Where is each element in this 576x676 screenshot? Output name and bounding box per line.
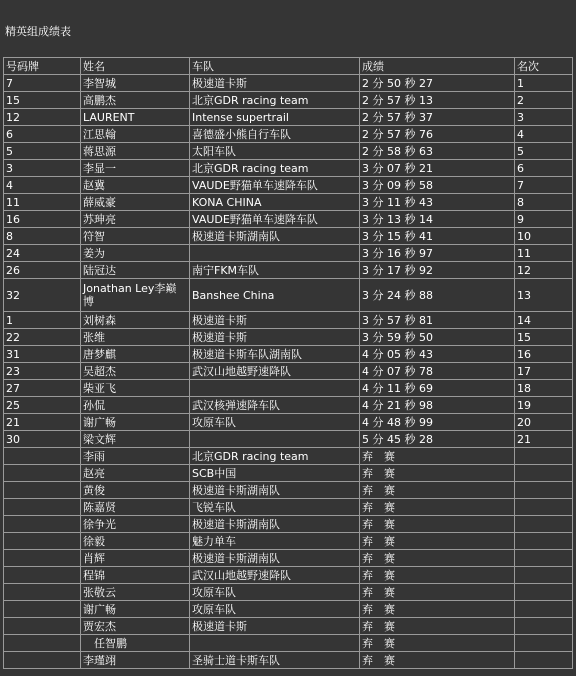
team-cell: 北京GDR racing team [190, 160, 360, 177]
table-row [4, 346, 573, 363]
table-row [4, 601, 573, 618]
name-cell: 赵亮 [81, 465, 190, 482]
bib-number-cell: 22 [4, 329, 81, 346]
bib-number-cell [4, 601, 81, 618]
result-cell: 4 分 11 秒 69 [360, 380, 515, 397]
rank-cell: 13 [515, 279, 573, 312]
name-cell: 刘树森 [81, 312, 190, 329]
table-row [4, 533, 573, 550]
team-cell: 南宁FKM车队 [190, 262, 360, 279]
bib-number-cell: 30 [4, 431, 81, 448]
page-title: 精英组成绩表 [5, 25, 71, 38]
header-name: 姓名 [81, 58, 190, 75]
table-row [4, 75, 573, 92]
result-cell: 2 分 57 秒 76 [360, 126, 515, 143]
name-cell: 李瑾翊 [81, 652, 190, 669]
result-cell: 弃 赛 [360, 618, 515, 635]
rank-cell [515, 584, 573, 601]
bib-number-cell: 15 [4, 92, 81, 109]
bib-number-cell: 3 [4, 160, 81, 177]
table-row [4, 380, 573, 397]
rank-cell [515, 448, 573, 465]
bib-number-cell [4, 533, 81, 550]
team-cell: 极速道卡斯 [190, 312, 360, 329]
bib-number-cell: 6 [4, 126, 81, 143]
name-cell: Jonathan Ley李巅博 [81, 279, 190, 312]
result-cell: 弃 赛 [360, 550, 515, 567]
name-cell: 江思翰 [81, 126, 190, 143]
rank-cell: 18 [515, 380, 573, 397]
name-cell: 高鹏杰 [81, 92, 190, 109]
name-cell: 孙侃 [81, 397, 190, 414]
name-cell: 吴超杰 [81, 363, 190, 380]
team-cell: 极速道卡斯 [190, 329, 360, 346]
bib-number-cell: 11 [4, 194, 81, 211]
bib-number-cell [4, 584, 81, 601]
bib-number-cell [4, 482, 81, 499]
result-cell: 弃 赛 [360, 635, 515, 652]
bib-number-cell: 27 [4, 380, 81, 397]
rank-cell: 9 [515, 211, 573, 228]
team-cell: 太阳车队 [190, 143, 360, 160]
table-row [4, 211, 573, 228]
result-cell: 2 分 57 秒 37 [360, 109, 515, 126]
table-row [4, 635, 573, 652]
table-row [4, 465, 573, 482]
name-cell: 张敬云 [81, 584, 190, 601]
rank-cell [515, 567, 573, 584]
result-cell: 4 分 21 秒 98 [360, 397, 515, 414]
rank-cell: 21 [515, 431, 573, 448]
bib-number-cell [4, 550, 81, 567]
rank-cell [515, 465, 573, 482]
result-cell: 弃 赛 [360, 601, 515, 618]
name-cell: 谢广畅 [81, 601, 190, 618]
team-cell: VAUDE野猫单车速降车队 [190, 211, 360, 228]
name-cell: 符智 [81, 228, 190, 245]
header-rank: 名次 [515, 58, 573, 75]
name-cell: LAURENT [81, 109, 190, 126]
team-cell: 极速道卡斯车队湖南队 [190, 346, 360, 363]
team-cell: Intense supertrail [190, 109, 360, 126]
team-cell: 魅力单车 [190, 533, 360, 550]
bib-number-cell [4, 516, 81, 533]
table-row [4, 618, 573, 635]
bib-number-cell: 7 [4, 75, 81, 92]
rank-cell: 3 [515, 109, 573, 126]
table-row [4, 312, 573, 329]
team-cell: SCB中国 [190, 465, 360, 482]
bib-number-cell [4, 499, 81, 516]
result-cell: 4 分 48 秒 99 [360, 414, 515, 431]
name-cell: 徐争光 [81, 516, 190, 533]
team-cell: 武汉核弹速降车队 [190, 397, 360, 414]
table-row [4, 160, 573, 177]
rank-cell [515, 516, 573, 533]
bib-number-cell: 8 [4, 228, 81, 245]
table-row [4, 126, 573, 143]
bib-number-cell: 25 [4, 397, 81, 414]
rank-cell [515, 652, 573, 669]
name-cell: 唐梦麒 [81, 346, 190, 363]
bib-number-cell: 5 [4, 143, 81, 160]
name-cell: 柴亚飞 [81, 380, 190, 397]
table-row [4, 431, 573, 448]
rank-cell: 16 [515, 346, 573, 363]
table-row [4, 92, 573, 109]
rank-cell: 17 [515, 363, 573, 380]
table-row [4, 516, 573, 533]
bib-number-cell [4, 567, 81, 584]
team-cell: KONA CHINA [190, 194, 360, 211]
result-cell: 弃 赛 [360, 482, 515, 499]
rank-cell: 5 [515, 143, 573, 160]
rank-cell [515, 499, 573, 516]
name-cell: 陈嘉贤 [81, 499, 190, 516]
rank-cell [515, 482, 573, 499]
bib-number-cell [4, 448, 81, 465]
rank-cell [515, 635, 573, 652]
team-cell: 武汉山地越野速降队 [190, 363, 360, 380]
bib-number-cell [4, 635, 81, 652]
name-cell: 蒋思源 [81, 143, 190, 160]
table-row [4, 414, 573, 431]
result-cell: 3 分 13 秒 14 [360, 211, 515, 228]
team-cell: Banshee China [190, 279, 360, 312]
team-cell: 极速道卡斯 [190, 618, 360, 635]
table-row [4, 177, 573, 194]
team-cell [190, 635, 360, 652]
result-cell: 弃 赛 [360, 516, 515, 533]
rank-cell [515, 550, 573, 567]
name-cell: 陆冠达 [81, 262, 190, 279]
bib-number-cell: 26 [4, 262, 81, 279]
table-row [4, 143, 573, 160]
team-cell: 极速道卡斯 [190, 75, 360, 92]
result-cell: 弃 赛 [360, 567, 515, 584]
team-cell [190, 431, 360, 448]
rank-cell [515, 601, 573, 618]
table-row [4, 652, 573, 669]
result-cell: 2 分 57 秒 13 [360, 92, 515, 109]
table-row [4, 550, 573, 567]
table-row [4, 245, 573, 262]
bib-number-cell: 24 [4, 245, 81, 262]
team-cell: 北京GDR racing team [190, 92, 360, 109]
rank-cell: 11 [515, 245, 573, 262]
rank-cell: 1 [515, 75, 573, 92]
table-row [4, 584, 573, 601]
rank-cell: 14 [515, 312, 573, 329]
name-cell: 姜为 [81, 245, 190, 262]
name-cell: 徐毅 [81, 533, 190, 550]
team-cell: 飞锐车队 [190, 499, 360, 516]
result-cell: 3 分 07 秒 21 [360, 160, 515, 177]
result-cell: 3 分 15 秒 41 [360, 228, 515, 245]
name-cell: 李显一 [81, 160, 190, 177]
team-cell: 喜德盛小熊自行车队 [190, 126, 360, 143]
rank-cell: 19 [515, 397, 573, 414]
name-cell: 张维 [81, 329, 190, 346]
rank-cell: 4 [515, 126, 573, 143]
team-cell: 极速道卡斯湖南队 [190, 516, 360, 533]
bib-number-cell: 4 [4, 177, 81, 194]
name-cell: 贾宏杰 [81, 618, 190, 635]
header-bib-number: 号码牌 [4, 58, 81, 75]
table-row [4, 262, 573, 279]
team-cell [190, 245, 360, 262]
name-cell: 程锦 [81, 567, 190, 584]
name-cell: 谢广畅 [81, 414, 190, 431]
table-row [4, 397, 573, 414]
rank-cell: 7 [515, 177, 573, 194]
table-row [4, 279, 573, 312]
table-header-row [4, 58, 573, 75]
result-cell: 5 分 45 秒 28 [360, 431, 515, 448]
name-cell: 李雨 [81, 448, 190, 465]
bib-number-cell: 16 [4, 211, 81, 228]
rank-cell: 12 [515, 262, 573, 279]
result-cell: 3 分 09 秒 58 [360, 177, 515, 194]
table-row [4, 363, 573, 380]
result-cell: 弃 赛 [360, 448, 515, 465]
table-row [4, 482, 573, 499]
rank-cell: 6 [515, 160, 573, 177]
bib-number-cell: 21 [4, 414, 81, 431]
team-cell [190, 380, 360, 397]
result-cell: 弃 赛 [360, 652, 515, 669]
bib-number-cell [4, 465, 81, 482]
table-row [4, 448, 573, 465]
name-cell: 肖辉 [81, 550, 190, 567]
result-cell: 弃 赛 [360, 499, 515, 516]
table-row [4, 194, 573, 211]
bib-number-cell [4, 652, 81, 669]
team-cell: 北京GDR racing team [190, 448, 360, 465]
results-table [3, 57, 573, 669]
name-cell: 薛威豪 [81, 194, 190, 211]
result-cell: 3 分 57 秒 81 [360, 312, 515, 329]
team-cell: 极速道卡斯湖南队 [190, 550, 360, 567]
result-cell: 4 分 05 秒 43 [360, 346, 515, 363]
bib-number-cell: 32 [4, 279, 81, 312]
name-cell: 赵冀 [81, 177, 190, 194]
rank-cell [515, 533, 573, 550]
name-cell: 李智城 [81, 75, 190, 92]
table-row [4, 567, 573, 584]
name-cell: 黄俊 [81, 482, 190, 499]
table-row [4, 109, 573, 126]
team-cell: VAUDE野猫单车速降车队 [190, 177, 360, 194]
result-cell: 3 分 59 秒 50 [360, 329, 515, 346]
bib-number-cell: 12 [4, 109, 81, 126]
rank-cell: 2 [515, 92, 573, 109]
result-cell: 弃 赛 [360, 533, 515, 550]
result-cell: 2 分 58 秒 63 [360, 143, 515, 160]
rank-cell: 15 [515, 329, 573, 346]
rank-cell [515, 618, 573, 635]
result-cell: 3 分 16 秒 97 [360, 245, 515, 262]
header-team: 车队 [190, 58, 360, 75]
result-cell: 3 分 24 秒 88 [360, 279, 515, 312]
table-row [4, 499, 573, 516]
result-cell: 3 分 17 秒 92 [360, 262, 515, 279]
result-cell: 弃 赛 [360, 465, 515, 482]
result-cell: 2 分 50 秒 27 [360, 75, 515, 92]
table-row [4, 329, 573, 346]
result-cell: 弃 赛 [360, 584, 515, 601]
rank-cell: 10 [515, 228, 573, 245]
name-cell: 苏珅亮 [81, 211, 190, 228]
bib-number-cell [4, 618, 81, 635]
team-cell: 攻原车队 [190, 601, 360, 618]
result-cell: 3 分 11 秒 43 [360, 194, 515, 211]
team-cell: 极速道卡斯湖南队 [190, 482, 360, 499]
rank-cell: 8 [515, 194, 573, 211]
rank-cell: 20 [515, 414, 573, 431]
bib-number-cell: 23 [4, 363, 81, 380]
table-row [4, 228, 573, 245]
name-cell: 任智鹏 [81, 635, 190, 652]
name-cell: 梁文辉 [81, 431, 190, 448]
result-cell: 4 分 07 秒 78 [360, 363, 515, 380]
team-cell: 武汉山地越野速降队 [190, 567, 360, 584]
header-result: 成绩 [360, 58, 515, 75]
bib-number-cell: 31 [4, 346, 81, 363]
bib-number-cell: 1 [4, 312, 81, 329]
team-cell: 极速道卡斯湖南队 [190, 228, 360, 245]
team-cell: 圣骑士道卡斯车队 [190, 652, 360, 669]
team-cell: 攻原车队 [190, 584, 360, 601]
team-cell: 攻原车队 [190, 414, 360, 431]
